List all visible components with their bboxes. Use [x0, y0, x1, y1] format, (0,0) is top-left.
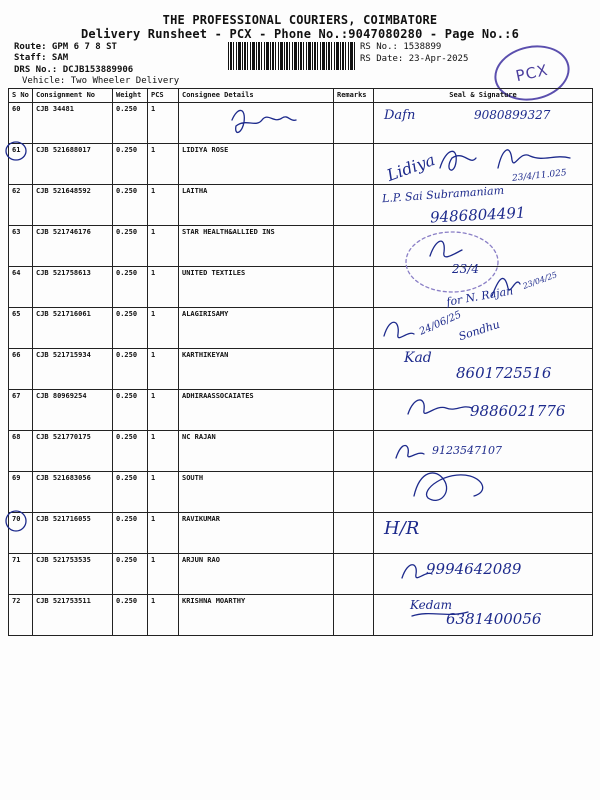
cell-remarks	[334, 226, 374, 267]
cell-weight: 0.250	[113, 390, 148, 431]
row60-phone: 9080899327	[474, 108, 551, 122]
cell-remarks	[334, 472, 374, 513]
cell-consignment: CJB 521715934	[33, 349, 113, 390]
cell-consignment: CJB 521753511	[33, 595, 113, 636]
cell-remarks	[334, 431, 374, 472]
cell-pcs: 1	[148, 349, 179, 390]
row71-phone: 9994642089	[426, 560, 522, 578]
cell-remarks	[334, 595, 374, 636]
cell-consignment: CJB 521683056	[33, 472, 113, 513]
row66-sig: Kad	[404, 350, 432, 366]
col-header-remarks: Remarks	[334, 89, 374, 103]
cell-sno: 60	[9, 103, 33, 144]
cell-weight: 0.250	[113, 595, 148, 636]
cell-weight: 0.250	[113, 226, 148, 267]
row72-phone: 6381400056	[446, 610, 542, 628]
route-label: Route: GPM 6 7 8 ST	[14, 42, 117, 52]
cell-consignment: CJB 521753535	[33, 554, 113, 595]
table-row	[9, 308, 593, 349]
delivery-table	[8, 88, 593, 636]
col-header-weight: Weight	[113, 89, 148, 103]
cell-sno: 63	[9, 226, 33, 267]
rs-number: RS No.: 1538899	[360, 42, 442, 52]
table-row	[9, 472, 593, 513]
row64-date: 23/04/25	[521, 270, 559, 291]
cell-weight: 0.250	[113, 144, 148, 185]
row61-name: Lidiya	[384, 150, 438, 185]
cell-weight: 0.250	[113, 267, 148, 308]
cell-signature	[374, 472, 593, 513]
cell-consignment: CJB 34481	[33, 103, 113, 144]
cell-sno: 68	[9, 431, 33, 472]
cell-sno: 70	[9, 513, 33, 554]
row61-date: 23/4/11.025	[511, 168, 568, 184]
cell-pcs: 1	[148, 144, 179, 185]
cell-consignee: LAITHA	[179, 185, 334, 226]
cell-consignment: CJB 80969254	[33, 390, 113, 431]
cell-pcs: 1	[148, 554, 179, 595]
cell-sno: 71	[9, 554, 33, 595]
table-header-row	[9, 89, 593, 103]
cell-remarks	[334, 554, 374, 595]
staff-label: Staff: SAM	[14, 53, 69, 63]
col-header-signature: Seal & Signature	[374, 89, 593, 103]
cell-sno: 61	[9, 144, 33, 185]
runsheet-subtitle: Delivery Runsheet - PCX - Phone No.:9047080280 - Page No.:6	[80, 27, 520, 41]
cell-consignment: CJB 521688017	[33, 144, 113, 185]
cell-pcs: 1	[148, 431, 179, 472]
cell-sno: 67	[9, 390, 33, 431]
col-header-pcs: PCS	[148, 89, 179, 103]
row62-name: L.P. Sai Subramaniam	[381, 183, 505, 206]
row66-phone: 8601725516	[456, 364, 552, 382]
cell-pcs: 1	[148, 103, 179, 144]
cell-remarks	[334, 513, 374, 554]
table-row	[9, 513, 593, 554]
cell-consignee: SOUTH	[179, 472, 334, 513]
cell-consignee: ALAGIRISAMY	[179, 308, 334, 349]
cell-remarks	[334, 308, 374, 349]
cell-sno: 72	[9, 595, 33, 636]
cell-sno: 65	[9, 308, 33, 349]
row60-sig-text: Dafn	[384, 108, 416, 123]
cell-consignee: LIDIYA ROSE	[179, 144, 334, 185]
cell-pcs: 1	[148, 390, 179, 431]
row65-name: Sondhu	[457, 317, 502, 344]
row67-phone: 9886021776	[470, 402, 566, 420]
table-row	[9, 144, 593, 185]
cell-consignment: CJB 521716055	[33, 513, 113, 554]
cell-consignment: CJB 521716061	[33, 308, 113, 349]
row68-phone: 9123547107	[432, 444, 502, 457]
cell-sno: 69	[9, 472, 33, 513]
cell-consignment: CJB 521770175	[33, 431, 113, 472]
col-header-sno: S No	[9, 89, 33, 103]
cell-consignment: CJB 521648592	[33, 185, 113, 226]
cell-remarks	[334, 144, 374, 185]
cell-pcs: 1	[148, 472, 179, 513]
row72-sig: Kedam	[410, 598, 452, 612]
row65-phone: 24/06/25	[417, 309, 464, 338]
cell-consignee: RAVIKUMAR	[179, 513, 334, 554]
cell-consignee: STAR HEALTH&ALLIED INS	[179, 226, 334, 267]
cell-pcs: 1	[148, 513, 179, 554]
cell-remarks	[334, 349, 374, 390]
cell-remarks	[334, 390, 374, 431]
cell-consignee	[179, 103, 334, 144]
vehicle-label: Vehicle: Two Wheeler Delivery	[22, 76, 180, 86]
cell-pcs: 1	[148, 226, 179, 267]
row63-note: 23/4	[452, 262, 479, 276]
cell-weight: 0.250	[113, 185, 148, 226]
cell-weight: 0.250	[113, 103, 148, 144]
cell-consignee: ADHIRAASSOCAIATES	[179, 390, 334, 431]
cell-remarks	[334, 185, 374, 226]
cell-consignee: KRISHNA MOARTHY	[179, 595, 334, 636]
row62-phone: 9486804491	[429, 203, 526, 227]
cell-consignee: KARTHIKEYAN	[179, 349, 334, 390]
rs-date: RS Date: 23-Apr-2025	[360, 54, 469, 64]
cell-sno: 64	[9, 267, 33, 308]
cell-consignee: UNITED TEXTILES	[179, 267, 334, 308]
cell-signature	[374, 226, 593, 267]
cell-consignee: NC RAJAN	[179, 431, 334, 472]
cell-pcs: 1	[148, 308, 179, 349]
col-header-consignee: Consignee Details	[179, 89, 334, 103]
stamp-text: PCX	[514, 60, 550, 86]
cell-remarks	[334, 103, 374, 144]
company-title: THE PROFESSIONAL COURIERS, COIMBATORE	[162, 13, 438, 27]
cell-weight: 0.250	[113, 431, 148, 472]
cell-consignee: ARJUN RAO	[179, 554, 334, 595]
cell-pcs: 1	[148, 185, 179, 226]
cell-weight: 0.250	[113, 349, 148, 390]
col-header-consignment: Consignment No	[33, 89, 113, 103]
cell-weight: 0.250	[113, 308, 148, 349]
row70-sig: H/R	[384, 518, 420, 539]
cell-consignment: CJB 521758613	[33, 267, 113, 308]
cell-sno: 62	[9, 185, 33, 226]
cell-consignment: CJB 521746176	[33, 226, 113, 267]
drs-number: DRS No.: DCJB153889906	[14, 65, 134, 75]
cell-weight: 0.250	[113, 472, 148, 513]
row64-note: for N. Rajan	[445, 284, 515, 309]
cell-weight: 0.250	[113, 513, 148, 554]
cell-weight: 0.250	[113, 554, 148, 595]
cell-sno: 66	[9, 349, 33, 390]
cell-pcs: 1	[148, 595, 179, 636]
table-row	[9, 226, 593, 267]
barcode	[228, 42, 356, 70]
cell-remarks	[334, 267, 374, 308]
cell-pcs: 1	[148, 267, 179, 308]
table-row	[9, 431, 593, 472]
